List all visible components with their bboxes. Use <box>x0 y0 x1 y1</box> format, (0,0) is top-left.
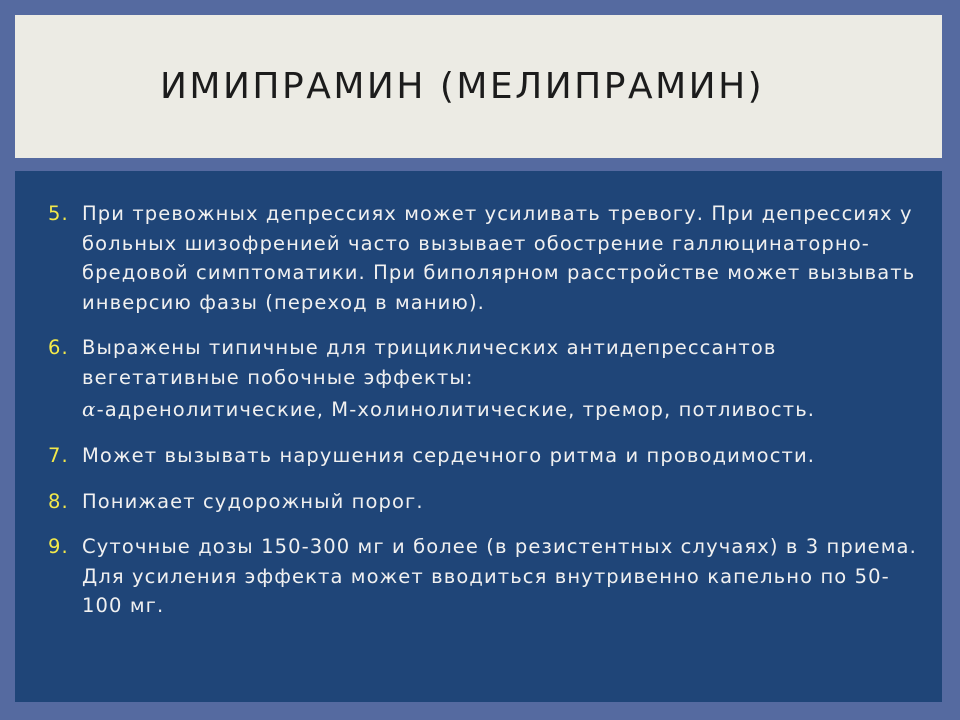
item-text: Выражены типичные для трициклических антидепрессантов вегетативные побочные эффекты: <box>82 336 777 389</box>
item-number: 8. <box>48 489 69 513</box>
list-item-7 <box>48 441 928 471</box>
alpha-symbol: α <box>82 397 97 421</box>
title-panel <box>15 15 942 158</box>
item-subline <box>82 394 928 425</box>
item-body <box>82 333 928 425</box>
list-item-8 <box>48 487 928 517</box>
item-number: 9. <box>48 535 69 558</box>
item-text: Суточные дозы 150-300 мг и более (в резистентных случаях) в 3 приема. Для усиления эффекта может вводиться внутривенно капельно по 50-100 мг. <box>82 535 917 617</box>
item-text: При тревожных депрессиях может усиливать тревогу. При депрессиях у больных шизофренией часто вызывает обострение галлюцинаторно-бредовой симптоматики. При биполярном расстройстве может вызывать инверсию фазы (переход в манию). <box>82 202 916 314</box>
list-item-9 <box>48 532 928 621</box>
item-number: 5. <box>48 202 69 225</box>
item-subtext: -адренолитические, М-холинолитические, тремор, потливость. <box>96 398 816 421</box>
item-number: 7. <box>48 444 69 467</box>
item-text: Понижает судорожный порог. <box>82 489 424 513</box>
content-panel <box>15 171 942 702</box>
list-item-5 <box>48 199 928 317</box>
item-text: Может вызывать нарушения сердечного ритма и проводимости. <box>82 444 816 467</box>
numbered-list <box>48 199 928 637</box>
slide-title: ИМИПРАМИН (МЕЛИПРАМИН) <box>160 66 765 107</box>
list-item-6 <box>48 333 928 425</box>
item-number: 6. <box>48 336 69 359</box>
